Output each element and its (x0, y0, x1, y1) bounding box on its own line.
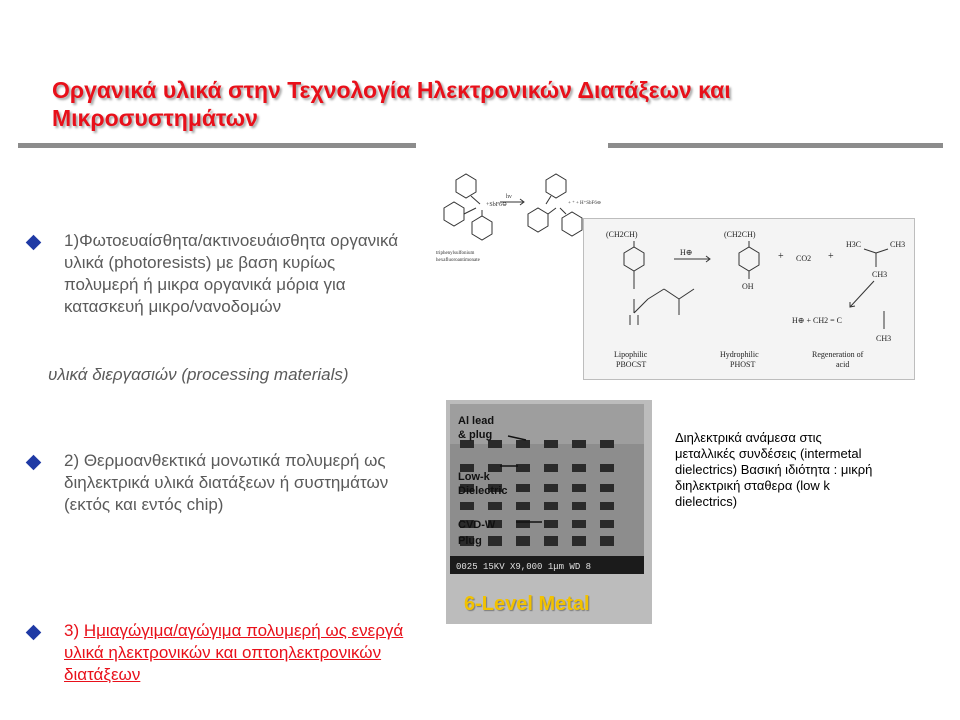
deprotection-reaction-diagram (584, 219, 914, 379)
ch3-label: CH3 (890, 240, 906, 249)
regeneration-equation: H⊕ + CH2 = C (792, 316, 842, 325)
al-lead-label: Al lead (458, 415, 495, 427)
plug-label: Plug (458, 535, 482, 547)
bullet-photoresists: 1)Φωτοευαίσθητα/ακτινοευάισθητα οργανικά υλικά (photoresists) με βαση κυρίως πολυμερή ή μικρα οργανικά μόρια για κατασκευή μικρο/νανοδομών (64, 231, 399, 316)
and-plug-label: & plug (458, 429, 493, 441)
low-k-label: Low-k (458, 471, 490, 483)
regeneration-label: Regeneration of (812, 350, 864, 359)
acid-label: acid (836, 360, 850, 369)
co2-label: CO2 (796, 254, 812, 263)
sem-cross-section-image (446, 400, 652, 624)
sem-caption: 6-Level Metal (464, 593, 590, 615)
sem-footer-readout: 0025 15KV X9,000 1μm WD 8 (456, 562, 592, 572)
hv-label: hν (506, 194, 512, 200)
bullet-dielectrics: 2) Θερμοανθεκτικά μονωτικά πολυμερή ως διηλεκτρικά υλικά διατάξεων ή συστημάτων (εκτός και εντός chip) (64, 451, 389, 514)
ch3-bottom-label: CH3 (872, 270, 888, 279)
svg-text:+: + (778, 251, 784, 262)
pbocst-monomer-label: (CH2CH) (606, 230, 638, 239)
svg-text:+: + (828, 251, 834, 262)
cvd-w-label: CVD-W (458, 519, 496, 531)
dielectric-note: Διηλεκτρικά ανάμεσα στις μεταλλικές συνδέσεις (intermetal dielectrics) Βασική ιδιότητα : μικρή διηλεκτρική σταθερα (low k dielectrics) (675, 430, 873, 509)
hydrophilic-label: Hydrophilic (720, 350, 759, 359)
h-plus-label: H⊕ (680, 248, 693, 257)
sem-image-panel (446, 400, 652, 624)
phost-monomer-label: (CH2CH) (724, 230, 756, 239)
bullet-icon (26, 235, 42, 251)
lipophilic-label: Lipophilic (614, 350, 648, 359)
oh-label: OH (742, 282, 754, 291)
processing-materials-label: υλικά διεργασιών (processing materials) (48, 365, 349, 384)
pag-name-line2: hexafluoroantimonate (436, 258, 480, 263)
sbf6-label: +SbF6⊖ (486, 202, 508, 208)
bullet-number: 3) (64, 621, 84, 640)
product-tail-label: + ⁺ + H⁺SbF6⊖ (568, 201, 602, 206)
ch3-regen-label: CH3 (876, 334, 892, 343)
phost-label: PHOST (730, 360, 756, 369)
h3c-label: H3C (846, 240, 862, 249)
dielectric-label: Dielectric (458, 485, 508, 497)
deprotection-reaction-panel (583, 218, 915, 380)
bullet-conductive-polymers (64, 620, 419, 686)
pag-name-line1: triphenylsulfonium (436, 251, 475, 256)
pbocst-label: PBOCST (616, 360, 647, 369)
bullet-conductive-text: Ημιαγώγιμα/αγώγιμα πολυμερή ως ενεργά υλικά ηλεκτρονικών και οπτοηλεκτρονικών διατάξεων (64, 621, 404, 684)
page-title: Οργανικά υλικά στην Τεχνολογία Ηλεκτρονικών Διατάξεων και Μικροσυστημάτων (52, 77, 731, 131)
bullet-icon (26, 455, 42, 471)
bullet-icon (26, 625, 42, 641)
divider-gap (416, 141, 608, 149)
